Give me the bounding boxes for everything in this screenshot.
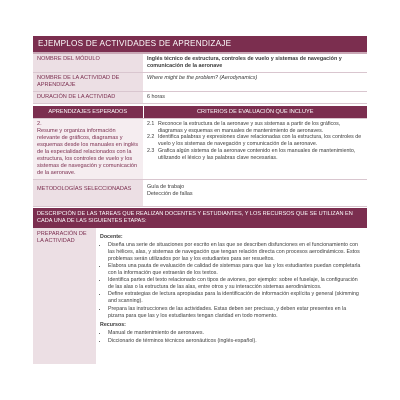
table-row: [33, 54, 367, 73]
tasks-header: DESCRIPCIÓN DE LAS TAREAS QUE REALIZAN DOCENTES Y ESTUDIANTES, Y LOS RECURSOS QUE SE UTILIZAN EN CADA UNA DE LAS SIGUIENTES ETAPAS:: [33, 208, 367, 228]
duration-value: 6 horas: [143, 92, 367, 104]
activity-name-label: NOMBRE DE LA ACTIVIDAD DE APRENDIZAJE: [33, 73, 143, 92]
list-item: • Elabora una pauta de evaluación de calidad de sistemas para que las y los estudiantes puedan completarla con la información que extraerán de los textos.: [108, 263, 363, 277]
criterion: 2.2 Identifica palabras y expresiones clave relacionadas con la estructura, los controles de vuelo y los sistemas de navegación y comunicación de la aeronave.: [147, 134, 362, 148]
docente-title: Docente:: [100, 234, 123, 240]
recursos-title: Recursos:: [100, 322, 126, 329]
preparation-label: PREPARACIÓN DE LA ACTIVIDAD: [33, 228, 96, 364]
list-item: • Define estrategias de lectura apropiadas para la identificación de información explícita y general (skimming and scanning).: [108, 291, 363, 305]
preparation-section: [33, 228, 367, 364]
criteria-header: CRITERIOS DE EVALUACIÓN QUE INCLUYE: [143, 106, 367, 119]
table-row: [33, 92, 367, 104]
criterion: 2.1 Reconoce la estructura de la aeronave y sus sistemas a partir de los gráficos, diagramas y esquemas en manuales de mantenimiento de aeronaves.: [147, 121, 341, 134]
module-name-label: NOMBRE DEL MÓDULO: [33, 54, 143, 73]
learning-table: [33, 106, 367, 207]
list-item: • Identifica partes del texto relacionado con tipos de aviones, por ejemplo: sobre el fuselaje, la configuración de las alas o la estructura de las alas, entre otros y su interacción sistemas aerodinámicos.: [108, 277, 363, 291]
criterion: 2.3 Grafica algún sistema de la aeronave contenido en los manuales de mantenimiento, utilizando el léxico y las palabras clave necesarias.: [147, 147, 356, 161]
document-page: [33, 36, 367, 364]
module-info-table: [33, 54, 367, 104]
methods-label: METODOLOGÍAS SELECCIONADAS: [33, 180, 143, 207]
module-name-value: Inglés técnico de estructura, controles de vuelo y sistemas de navegación y comunicación de la aeronave: [143, 54, 367, 73]
methods-value: Guía de trabajo Detección de fallas: [143, 180, 367, 207]
section-banner: EJEMPLOS DE ACTIVIDADES DE APRENDIZAJE: [33, 36, 367, 54]
table-row: [33, 73, 367, 92]
criteria-list: [143, 119, 367, 180]
learning-outcome: 2. Resume y organiza información relevante de gráficos, diagramas y esquemas desde los manuales en inglés de la especialidad relacionados con la estructura, los controles de vuelo y los sistemas de navegación y comunicación de la aeronave.: [33, 119, 143, 180]
activity-name-value: Where might be the problem? (Aerodynamics): [143, 73, 367, 92]
list-item: • Prepara las instrucciones de las actividades. Estas deben ser precisas, y deben estar presentes en la pizarra para que las y los estudiantes tengan claridad en todo momento.: [108, 306, 363, 320]
list-item: • Manual de mantenimiento de aeronaves.: [108, 330, 363, 337]
docente-list: [100, 242, 363, 320]
learning-header: APRENDIZAJES ESPERADOS: [33, 106, 143, 119]
list-item: • Diccionario de términos técnicos aeronáuticos (inglés-español).: [108, 338, 363, 345]
list-item: • Diseña una serie de situaciones por escrito en las que se describen disfunciones en el funcionamiento con las hélices, alas, y sistemas de navegación que tengan relación directa con procesos aerodinámicos. Estos problemas serán utilizados por las y los estudiantes para ser resueltos.: [108, 242, 363, 263]
duration-label: DURACIÓN DE LA ACTIVIDAD: [33, 92, 143, 104]
recursos-list: [100, 330, 363, 344]
preparation-body: [96, 228, 367, 364]
